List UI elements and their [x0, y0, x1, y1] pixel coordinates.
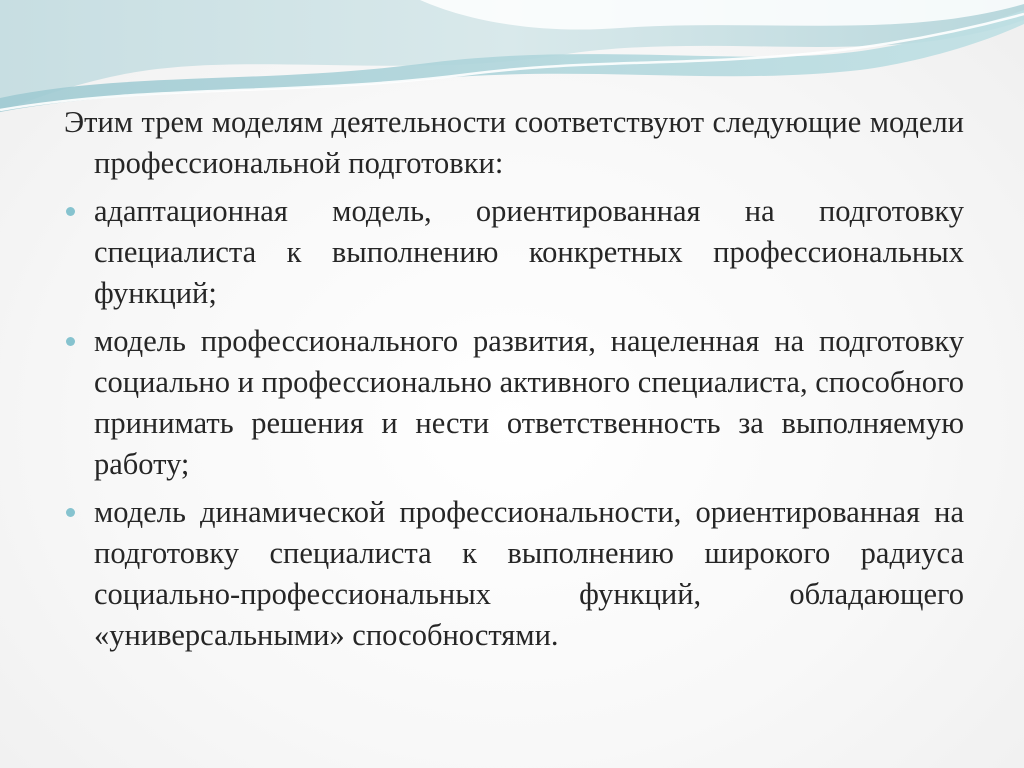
bullet-list — [64, 191, 964, 656]
dot-icon — [66, 508, 75, 517]
intro-text: Этим трем моделям деятельности соответствуют следующие модели профессиональной подготовки: — [64, 105, 964, 180]
bullet-text: модель профессионального развития, нацеленная на подготовку социально и профессионально активного специалиста, способного принимать решения и нести ответственность за выполняемую работу; — [94, 324, 964, 481]
bullet-item-development — [64, 321, 964, 485]
dot-icon — [66, 337, 75, 346]
slide-content — [64, 102, 964, 663]
bullet-text: модель динамической профессиональности, ориентированная на подготовку специалиста к выполнению широкого радиуса социально-профессиональных функций, обладающего «универсальными» способностями. — [94, 495, 964, 652]
bullet-item-adaptive — [64, 191, 964, 314]
bullet-item-dynamic — [64, 492, 964, 656]
dot-icon — [66, 207, 75, 216]
bullet-text: адаптационная модель, ориентированная на подготовку специалиста к выполнению конкретных профессиональных функций; — [94, 194, 964, 310]
